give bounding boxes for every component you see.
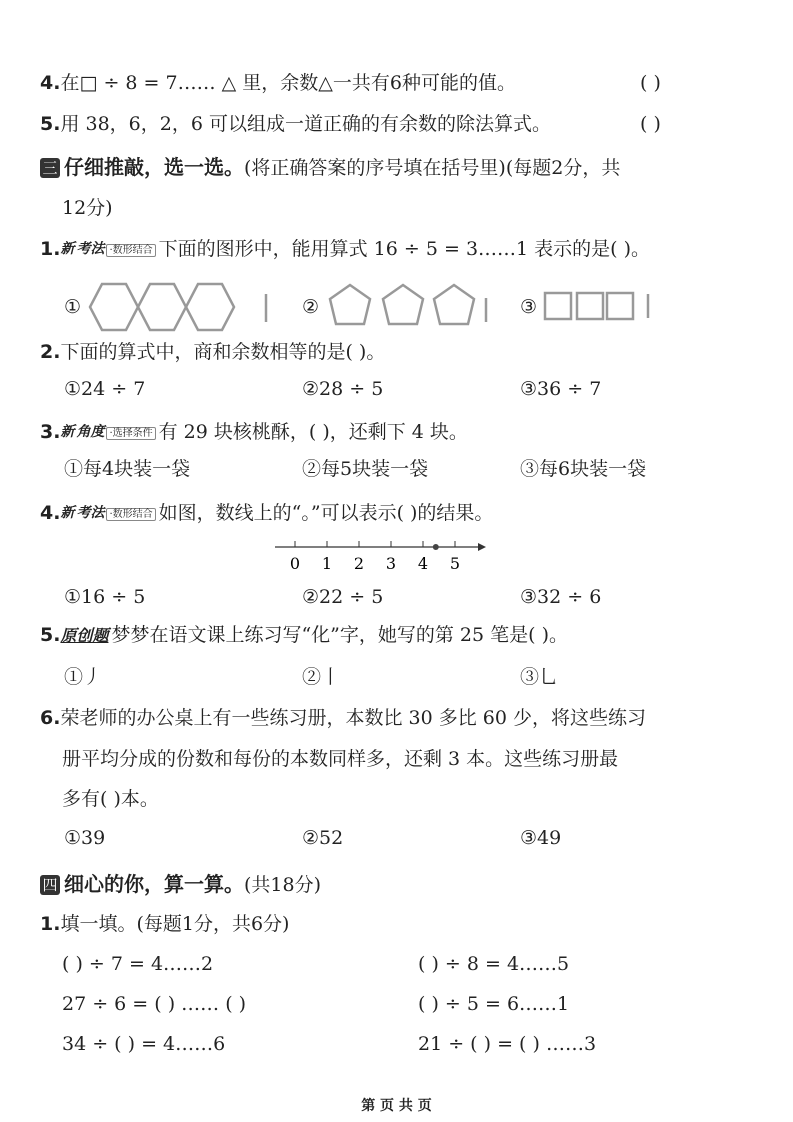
fill-item[interactable]: ( ) ÷ 8 = 4……5	[418, 953, 570, 975]
option-1[interactable]: ①16 ÷ 5	[64, 586, 146, 608]
fill-item[interactable]: ( ) ÷ 5 = 6……1	[418, 993, 570, 1015]
number-line-dot	[433, 544, 439, 550]
option-1[interactable]: ①每4块装一袋	[64, 458, 191, 480]
square-sticks-figure	[542, 290, 662, 324]
question-4: 4.新 考法 ·数形结合 如图，数线上的“。”可以表示( )的结果。	[40, 502, 494, 524]
option-3[interactable]: ③乚	[520, 666, 559, 688]
option-1[interactable]: ①	[64, 296, 82, 318]
option-1[interactable]: ①24 ÷ 7	[64, 378, 146, 400]
page-footer: 第 页 共 页	[361, 1098, 432, 1114]
section-3-heading: 三 仔细推敲，选一选。(将正确答案的序号填在括号里)(每题2分，共	[40, 154, 620, 181]
option-2[interactable]: ②每5块装一袋	[302, 458, 429, 480]
option-2[interactable]: ②28 ÷ 5	[302, 378, 384, 400]
option-3[interactable]: ③	[520, 296, 538, 318]
option-2[interactable]: ②丨	[302, 666, 341, 688]
tick-label: 1	[321, 554, 333, 573]
section-marker: 三	[40, 158, 60, 178]
tag-badge: 新 角度 ·选择条件	[60, 425, 155, 441]
section-3-note: 12分)	[62, 197, 113, 219]
section-marker: 四	[40, 875, 60, 895]
question-3: 3.新 角度 ·选择条件 有 29 块核桃酥，( )，还剩下 4 块。	[40, 421, 468, 443]
answer-blank[interactable]: ( )	[640, 72, 661, 94]
pentagon-sticks-figure	[328, 282, 498, 332]
tag-badge: 新 考法 ·数形结合	[60, 242, 155, 258]
fill-item[interactable]: 21 ÷ ( ) = ( ) ……3	[418, 1033, 597, 1055]
answer-blank[interactable]: ( )	[640, 113, 661, 135]
original-question-badge: 原创题	[60, 626, 109, 645]
fill-item[interactable]: 34 ÷ ( ) = 4……6	[62, 1033, 226, 1055]
number-line	[270, 535, 490, 575]
question-6-line-3: 多有( )本。	[62, 788, 159, 810]
option-3[interactable]: ③49	[520, 827, 562, 849]
fill-item[interactable]: 27 ÷ 6 = ( ) …… ( )	[62, 993, 247, 1015]
judge-item-4: 4.在□ ÷ 8 = 7…… △ 里，余数△一共有6种可能的值。	[40, 72, 516, 94]
option-3[interactable]: ③每6块装一袋	[520, 458, 647, 480]
tick-label: 3	[385, 554, 397, 573]
question-5: 5.原创题 梦梦在语文课上练习写“化”字，她写的第 25 笔是( )。	[40, 624, 569, 646]
judge-item-5: 5.用 38，6，2，6 可以组成一道正确的有余数的除法算式。	[40, 113, 551, 135]
option-3[interactable]: ③36 ÷ 7	[520, 378, 602, 400]
option-3[interactable]: ③32 ÷ 6	[520, 586, 602, 608]
question-6-line-2: 册平均分成的份数和每份的本数同样多，还剩 3 本。这些练习册最	[62, 748, 619, 770]
section-4-heading: 四 细心的你，算一算。(共18分)	[40, 871, 321, 898]
fill-item[interactable]: ( ) ÷ 7 = 4……2	[62, 953, 214, 975]
tick-label: 4	[417, 554, 429, 573]
option-1[interactable]: ①丿	[64, 666, 103, 688]
tick-label: 0	[289, 554, 301, 573]
tag-badge: 新 考法 ·数形结合	[60, 506, 155, 522]
hexagon-sticks-figure	[88, 280, 288, 334]
question-6: 6.荣老师的办公桌上有一些练习册，本数比 30 多比 60 少，将这些练习	[40, 707, 646, 729]
option-2[interactable]: ②	[302, 296, 320, 318]
fill-heading: 1.填一填。(每题1分，共6分)	[40, 913, 290, 935]
tick-label: 5	[449, 554, 461, 573]
question-2: 2.下面的算式中，商和余数相等的是( )。	[40, 341, 386, 363]
axis-arrow	[478, 543, 486, 551]
option-2[interactable]: ②22 ÷ 5	[302, 586, 384, 608]
option-2[interactable]: ②52	[302, 827, 344, 849]
tick-label: 2	[353, 554, 365, 573]
question-1: 1.新 考法 ·数形结合 下面的图形中，能用算式 16 ÷ 5 = 3……1 表示的是( )。	[40, 238, 651, 260]
option-1[interactable]: ①39	[64, 827, 106, 849]
